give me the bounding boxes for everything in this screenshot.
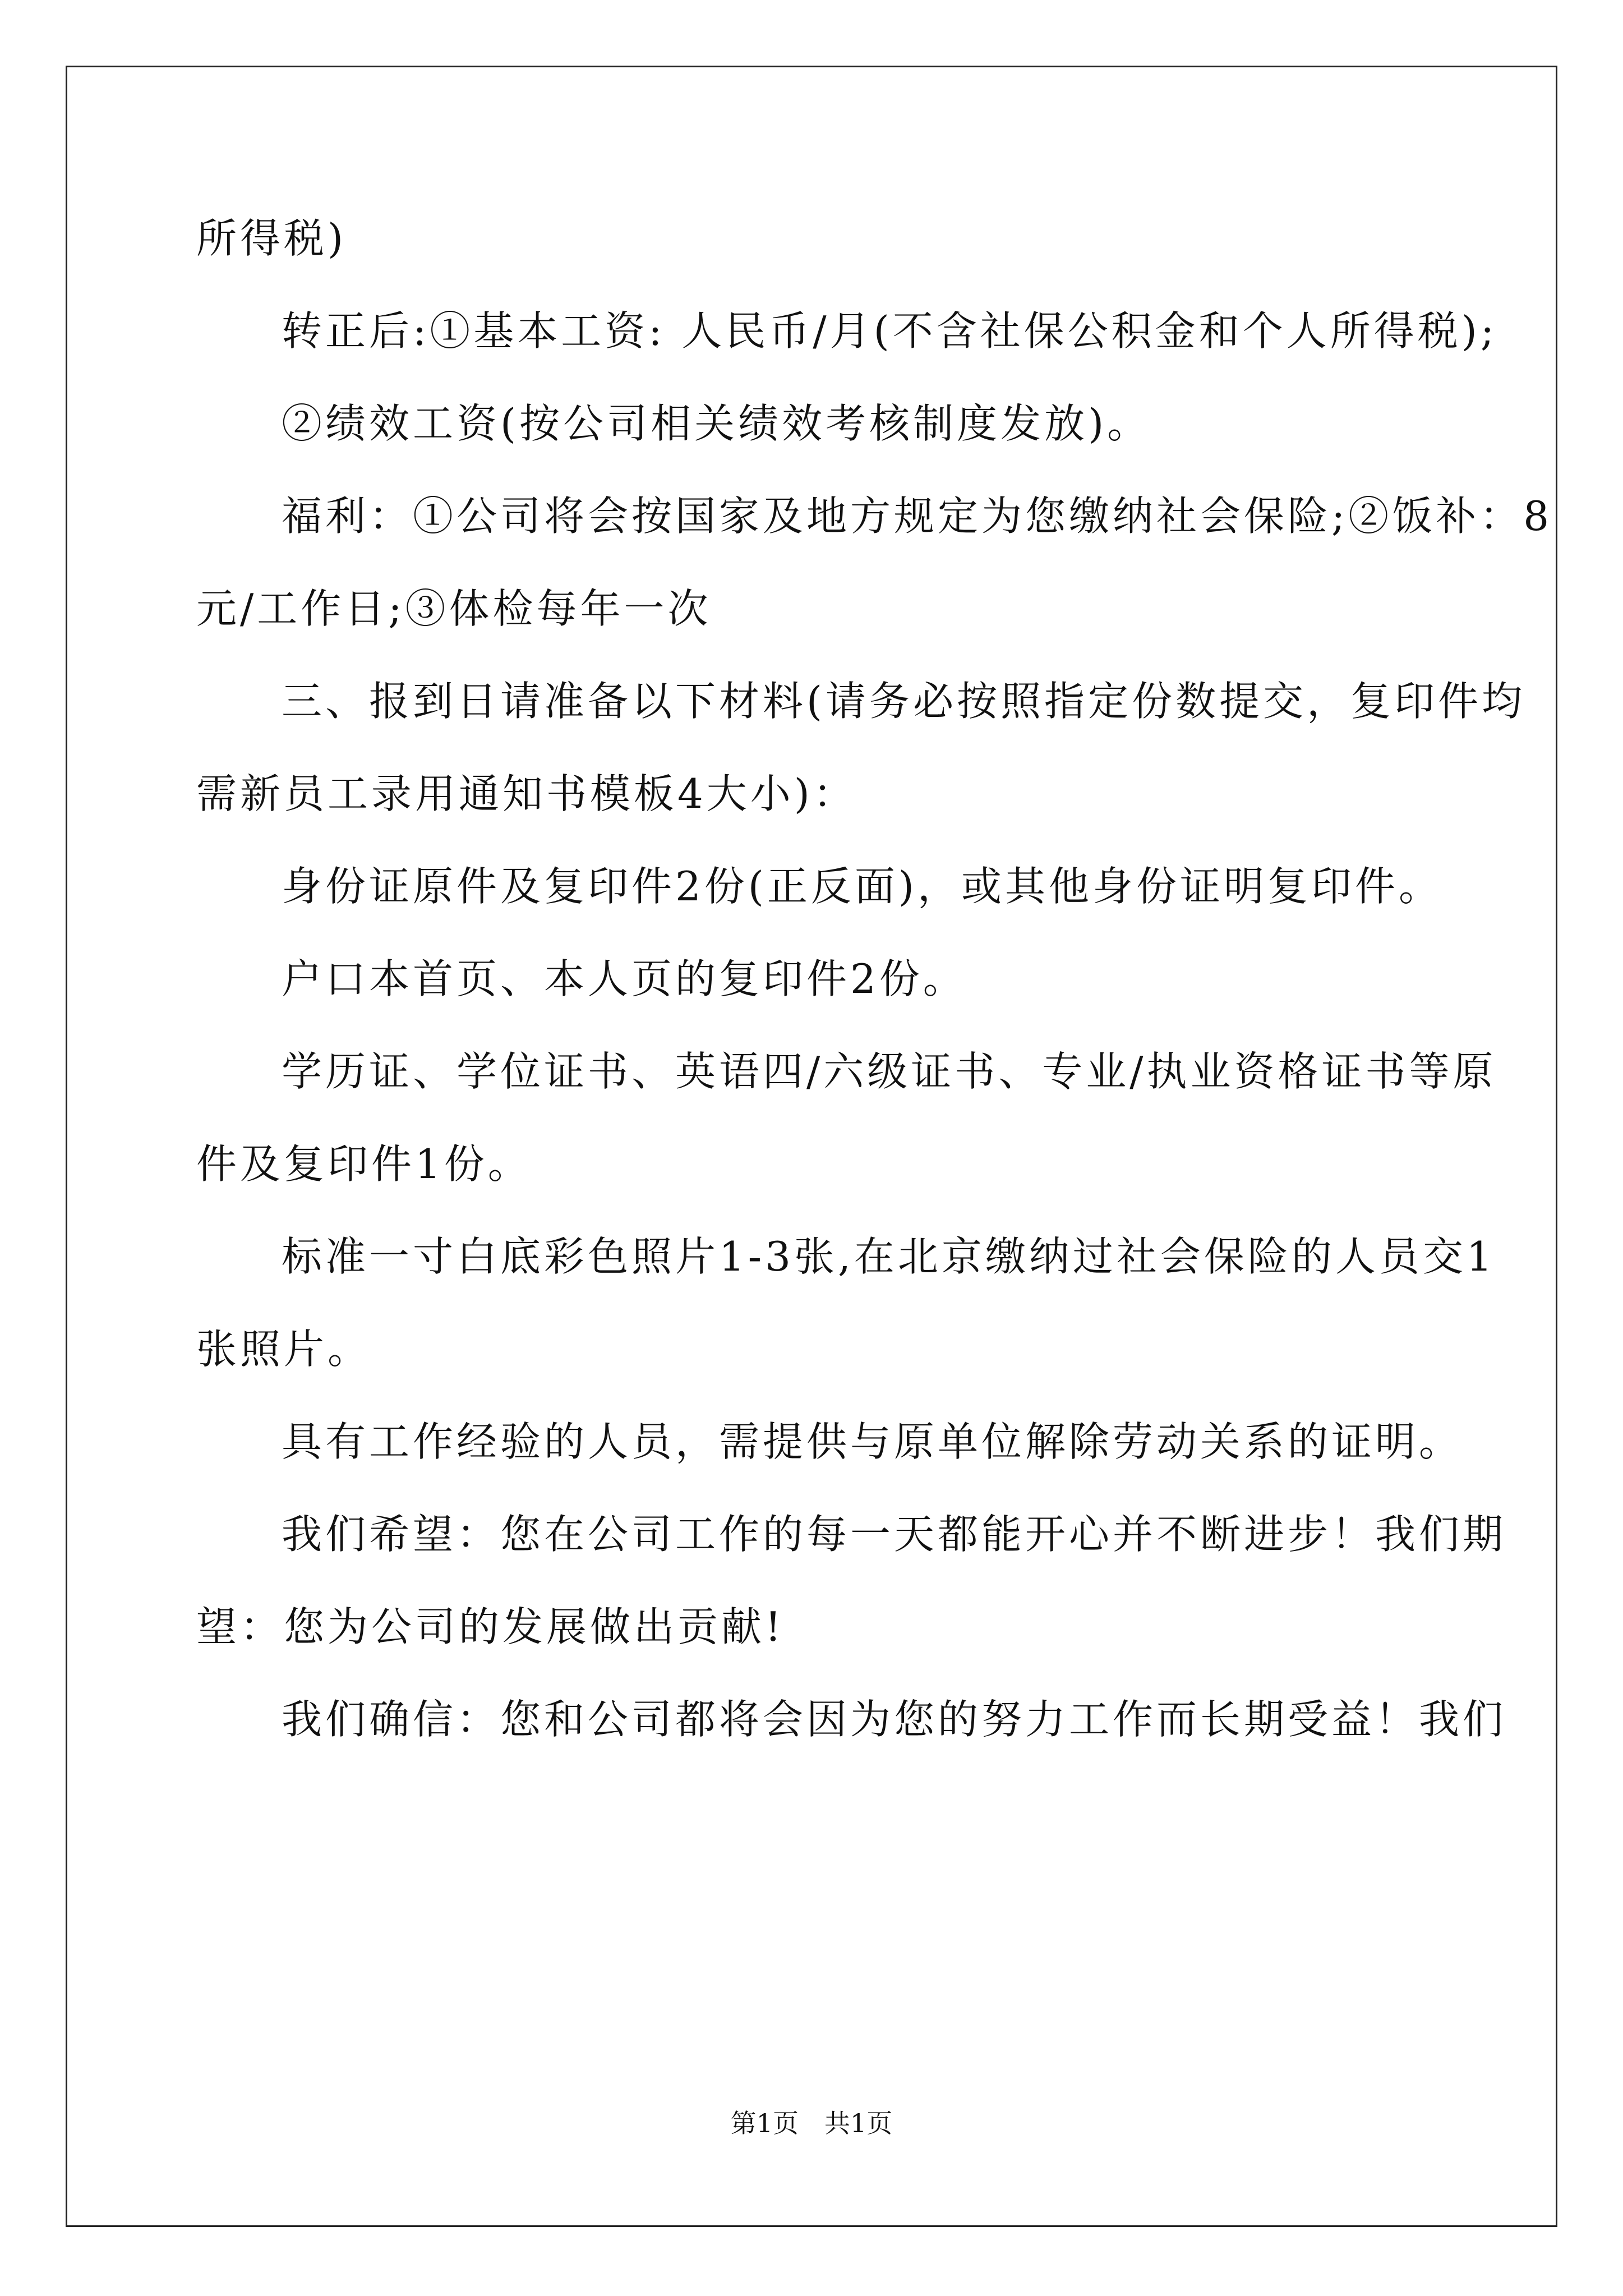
text-line: 望：您为公司的发展做出贡献! (196, 1603, 785, 1650)
text-line: 所得税) (196, 215, 347, 262)
text-line: 转正后:①基本工资: 人民币/月(不含社保公积金和个人所得税); (282, 307, 1498, 355)
text-line: ②绩效工资(按公司相关绩效考核制度发放)。 (282, 400, 1151, 447)
text-line: 身份证原件及复印件2份(正反面)，或其他身份证明复印件。 (282, 863, 1442, 910)
text-line: 标准一寸白底彩色照片1-3张,在北京缴纳过社会保险的人员交1 (282, 1233, 1496, 1280)
text-line: 需新员工录用通知书模板4大小)： (196, 770, 857, 817)
text-line: 元/工作日;③体检每年一次 (196, 585, 712, 632)
text-line: 张照片。 (196, 1326, 372, 1373)
page-footer: 第1页 共1页 (730, 2108, 893, 2138)
text-line: 户口本首页、本人页的复印件2份。 (282, 955, 967, 1002)
text-line: 具有工作经验的人员，需提供与原单位解除劳动关系的证明。 (282, 1418, 1463, 1465)
text-line: 学历证、学位证书、英语四/六级证书、专业/执业资格证书等原 (282, 1048, 1497, 1095)
text-line: 三、报到日请准备以下材料(请务必按照指定份数提交，复印件均 (282, 678, 1526, 725)
text-line: 我们确信：您和公司都将会因为您的努力工作而长期受益！我们 (282, 1696, 1507, 1743)
text-line: 我们希望：您在公司工作的每一天都能开心并不断进步！我们期 (282, 1511, 1507, 1558)
text-line: 福利：①公司将会按国家及地方规定为您缴纳社会保险;②饭补：8 (282, 493, 1553, 540)
text-line: 件及复印件1份。 (196, 1140, 532, 1188)
